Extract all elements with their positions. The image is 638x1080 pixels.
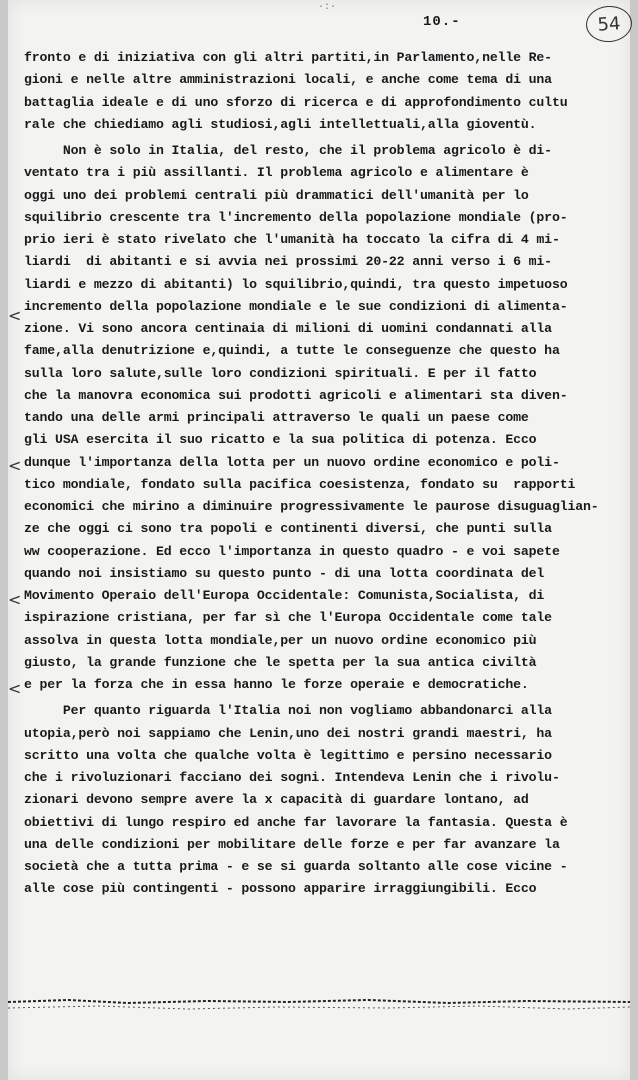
text-line: che la manovra economica sui prodotti agricoli e alimentari sta diven- (24, 387, 568, 403)
text-line: ispirazione cristiana, per far sì che l'Europa Occidentale come tale (24, 610, 552, 626)
margin-mark: < (8, 306, 22, 325)
scan-speck: ·:· (318, 2, 337, 13)
text-line: tico mondiale, fondato sulla pacifica coesistenza, fondato su rapporti (24, 476, 576, 492)
text-line: dunque l'importanza della lotta per un nuovo ordine economico e poli- (24, 454, 560, 470)
text-line: assolva in questa lotta mondiale,per un nuovo ordine economico più (24, 632, 537, 648)
text-line: battaglia ideale e di uno sforzo di ricerca e di approfondimento cultu (24, 94, 568, 110)
text-line: e per la forza che in essa hanno le forze operaie e democratiche. (24, 677, 529, 692)
document-page (8, 0, 630, 1080)
text-line: ventato tra i più assillanti. Il problema agricolo e alimentare è (24, 165, 529, 181)
text-line: quando noi insistiamo su questo punto - di una lotta coordinata del (24, 565, 545, 581)
text-line: ww cooperazione. Ed ecco l'importanza in questo quadro - e voi sapete (24, 543, 560, 559)
text-line: alle cose più contingenti - possono apparire irraggiungibili. Ecco (24, 881, 537, 897)
scan-edge-noise (8, 990, 630, 1030)
text-line: obiettivi di lungo respiro ed anche far lavorare la fantasia. Questa è (24, 814, 568, 830)
text-line: gioni e nelle altre amministrazioni locali, e anche come tema di una (24, 72, 552, 88)
text-line: società che a tutta prima - e se si guarda soltanto alle cose vicine - (24, 859, 568, 874)
text-line: che i rivoluzionari facciano dei sogni. Intendeva Lenin che i rivolu- (24, 770, 560, 785)
text-line: sulla loro salute,sulle loro condizioni spirituali. E per il fatto (24, 365, 537, 381)
text-line: liardi di abitanti e si avvia nei prossimi 20-22 anni verso i 6 mi- (24, 254, 552, 270)
text-line: economici che mirino a diminuire progressivamente le paurose disuguaglian- (24, 499, 599, 514)
text-line: liardi e mezzo di abitanti) lo squilibrio,quindi, tra questo impetuoso (24, 276, 568, 292)
text-line: giusto, la grande funzione che le spetta per la sua antica civiltà (24, 654, 537, 670)
text-line: zionari devono sempre avere la x capacità di guardare lontano, ad (24, 792, 529, 808)
text-line: oggi uno dei problemi centrali più drammatici dell'umanità per lo (24, 187, 529, 203)
margin-mark: < (8, 456, 22, 475)
text-line: squilibrio crescente tra l'incremento della popolazione mondiale (pro- (24, 209, 568, 225)
text-line: Movimento Operaio dell'Europa Occidentale: Comunista,Socialista, di (24, 588, 545, 603)
text-line: ze che oggi ci sono tra popoli e continenti diversi, che punti sulla (24, 521, 552, 537)
text-line: Non è solo in Italia, del resto, che il problema agricolo è di- (24, 143, 552, 158)
text-line: Per quanto riguarda l'Italia noi non vogliamo abbandonarci alla (24, 703, 552, 719)
text-line: zione. Vi sono ancora centinaia di milioni di uomini condannati alla (24, 321, 552, 336)
text-line: rale che chiediamo agli studiosi,agli intellettuali,alla gioventù. (24, 116, 537, 132)
text-line: prio ieri è stato rivelato che l'umanità ha toccato la cifra di 4 mi- (24, 232, 560, 247)
text-line: fronto e di iniziativa con gli altri partiti,in Parlamento,nelle Re- (24, 50, 552, 65)
text-line: fame,alla denutrizione e,quindi, a tutte le conseguenze che questo ha (24, 343, 560, 359)
text-line: una delle condizioni per mobilitare delle forze e per far avanzare la (24, 836, 560, 852)
margin-mark: < (8, 679, 22, 698)
typewritten-body (24, 47, 614, 901)
text-line: tando una delle armi principali attraverso le quali un paese come (24, 410, 529, 425)
text-line: scritto una volta che qualche volta è legittimo e persino necessario (24, 747, 552, 763)
text-line: gli USA esercita il suo ricatto e la sua politica di potenza. Ecco (24, 432, 537, 448)
text-line: incremento della popolazione mondiale e le sue condizioni di alimenta- (24, 298, 568, 314)
margin-mark: < (8, 590, 22, 609)
text-line: utopia,però noi sappiamo che Lenin,uno dei nostri grandi maestri, ha (24, 725, 552, 741)
handwritten-sheet-number: 54 (585, 4, 633, 43)
page-number: 10.- (423, 14, 461, 30)
